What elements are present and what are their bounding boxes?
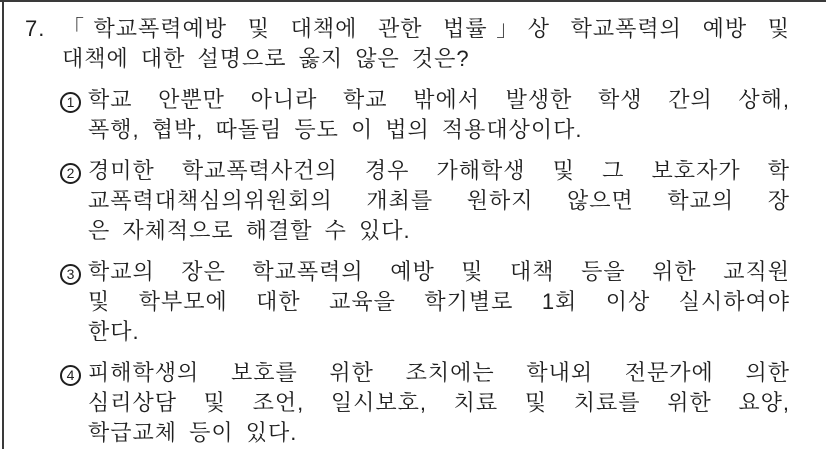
question-text <box>62 14 790 74</box>
option-1-marker-cell <box>60 85 88 145</box>
option-line: 은 자체적으로 해결할 수 있다. <box>88 218 411 243</box>
question-block <box>25 14 790 74</box>
option-line: 폭행, 협박, 따돌림 등도 이 법의 적용대상이다. <box>88 117 583 142</box>
document-page <box>25 14 790 448</box>
option-2 <box>60 156 790 246</box>
circled-number-3-icon: 3 <box>60 264 81 285</box>
option-4-marker-cell <box>60 358 88 448</box>
circled-number-4-icon: 4 <box>60 365 81 386</box>
option-line: 한다. <box>88 319 140 344</box>
option-1-text <box>88 85 790 145</box>
question-line: 대책에 대한 설명으로 옳지 않은 것은? <box>62 46 470 71</box>
circled-number-2-icon: 2 <box>60 163 81 184</box>
option-line: 학교 안뿐만 아니라 학교 밖에서 발생한 학생 간의 상해, <box>88 87 790 112</box>
question-line: 「학교폭력예방 및 대책에 관한 법률」상 학교폭력의 예방 및 <box>62 16 790 41</box>
option-2-marker-cell <box>60 156 88 246</box>
option-1 <box>60 85 790 145</box>
option-3-marker-cell <box>60 257 88 347</box>
option-line: 학교의 장은 학교폭력의 예방 및 대책 등을 위한 교직원 <box>88 259 790 284</box>
option-2-text <box>88 156 790 246</box>
option-4 <box>60 358 790 448</box>
option-4-text <box>88 358 790 448</box>
question-number: 7. <box>25 16 46 41</box>
page-border-top <box>0 0 826 2</box>
circled-number-1-icon: 1 <box>60 92 81 113</box>
option-line: 및 학부모에 대한 교육을 학기별로 1회 이상 실시하여야 <box>88 289 790 314</box>
option-line: 경미한 학교폭력사건의 경우 가해학생 및 그 보호자가 학 <box>88 158 790 183</box>
option-line: 심리상담 및 조언, 일시보호, 치료 및 치료를 위한 요양, <box>88 390 790 415</box>
option-line: 학급교체 등이 있다. <box>88 420 298 445</box>
option-line: 교폭력대책심의위원회의 개최를 원하지 않으면 학교의 장 <box>88 188 790 213</box>
option-line: 피해학생의 보호를 위한 조치에는 학내외 전문가에 의한 <box>88 360 790 385</box>
option-3-text <box>88 257 790 347</box>
option-3 <box>60 257 790 347</box>
options-list <box>60 85 790 448</box>
page-border-left <box>2 0 4 449</box>
